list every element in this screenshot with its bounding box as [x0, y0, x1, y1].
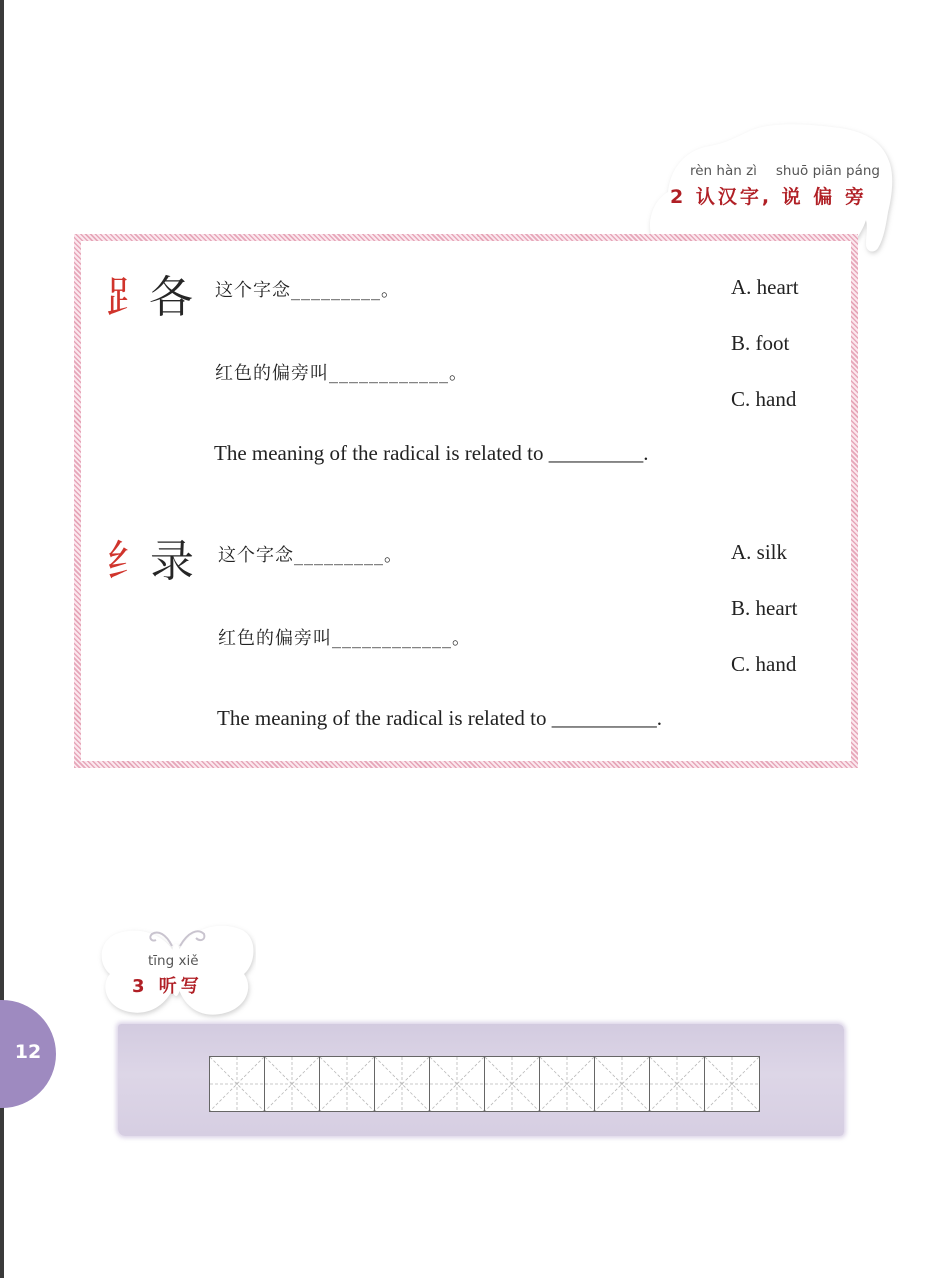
- section3-pinyin: tīng xiě: [148, 953, 199, 969]
- exercise2-prompt-meaning: The meaning of the radical is related to __________.: [217, 706, 662, 730]
- section2-pinyin-right: shuō piān páng: [775, 163, 880, 179]
- writing-cell[interactable]: [595, 1056, 650, 1112]
- writing-cell[interactable]: [705, 1056, 760, 1112]
- exercise1-prompt-read: 这个字念_________。: [215, 280, 400, 301]
- exercise1-radical: ⻊: [105, 272, 149, 323]
- writing-cell[interactable]: [210, 1056, 265, 1112]
- writing-cell[interactable]: [265, 1056, 320, 1112]
- writing-cell[interactable]: [485, 1056, 540, 1112]
- exercise2-option-b: B. heart: [731, 596, 798, 620]
- exercise2-character: [106, 536, 194, 587]
- page-number: 12: [14, 1041, 42, 1063]
- writing-cell[interactable]: [540, 1056, 595, 1112]
- writing-cell[interactable]: [375, 1056, 430, 1112]
- section2-title: 2 认汉字, 说 偏 旁: [670, 186, 867, 208]
- section2-pinyin: [690, 163, 880, 179]
- exercise-box-inner: [81, 241, 851, 761]
- exercise2-radical: 纟: [106, 536, 150, 587]
- exercise1-char-rest: 各: [149, 272, 193, 323]
- exercise1-prompt-meaning: The meaning of the radical is related to _________.: [214, 441, 649, 465]
- writing-cell[interactable]: [650, 1056, 705, 1112]
- writing-grid: [209, 1056, 760, 1112]
- exercise1-prompt-radical: 红色的偏旁叫____________。: [215, 363, 468, 384]
- exercise2-prompt-radical: 红色的偏旁叫____________。: [218, 628, 471, 649]
- exercise2-prompt-read: 这个字念_________。: [218, 545, 403, 566]
- exercise1-character: [105, 272, 193, 323]
- exercise2-char-rest: 录: [150, 536, 194, 587]
- section2-pinyin-left: rèn hàn zì: [690, 163, 757, 179]
- section3-title: 3 听写: [132, 976, 203, 997]
- writing-cell[interactable]: [430, 1056, 485, 1112]
- exercise1-option-a: A. heart: [731, 275, 799, 299]
- writing-cell[interactable]: [320, 1056, 375, 1112]
- exercise2-option-c: C. hand: [731, 652, 797, 676]
- exercise1-option-c: C. hand: [731, 387, 797, 411]
- exercise1-option-b: B. foot: [731, 331, 790, 355]
- exercise2-option-a: A. silk: [731, 540, 788, 564]
